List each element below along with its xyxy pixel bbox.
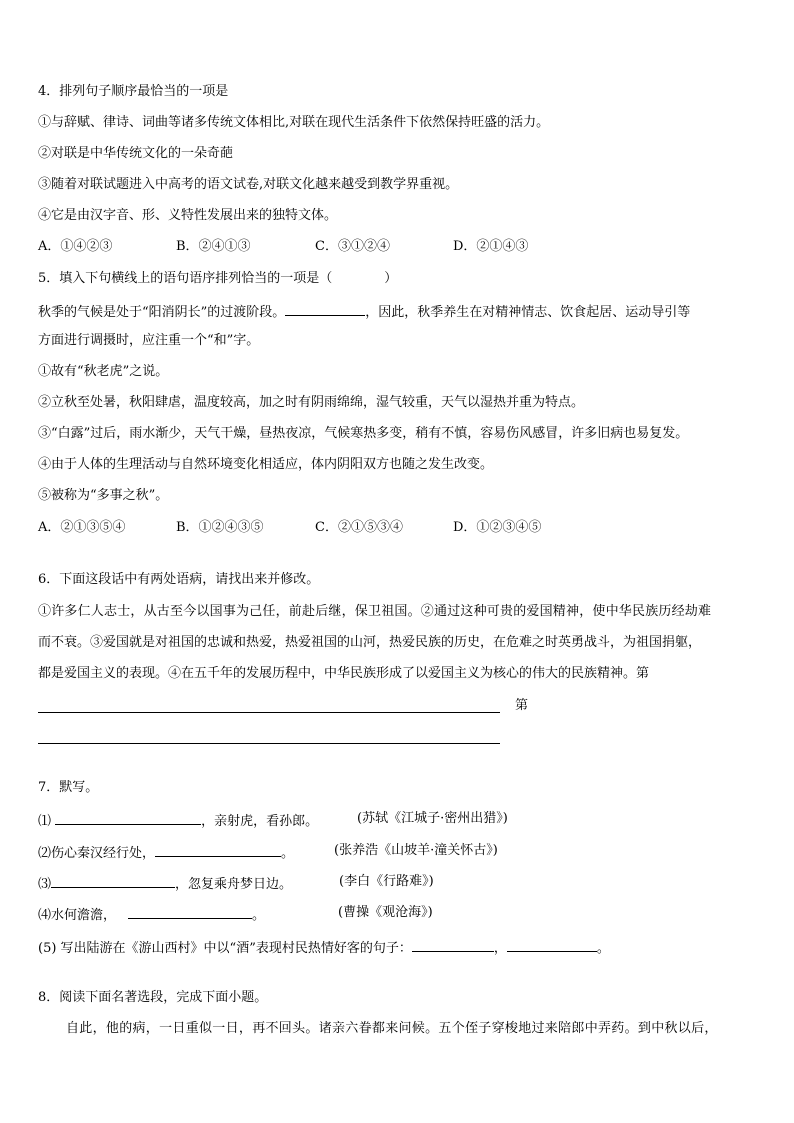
q5-title [38, 271, 397, 287]
q7-item-5-end: 。 [596, 941, 610, 956]
q5-title-close: ） [384, 271, 398, 286]
q7-item-3-num: ⑶ [38, 877, 52, 892]
q5-item-5: ⑤被称为“多事之秋”。 [38, 488, 169, 503]
q4-line-3: ③随着对联试题进入中高考的语文试卷,对联文化越来越受到教学界重视。 [38, 177, 459, 192]
q7-item-3-text: ，忽复乘舟梦日边。 [175, 877, 293, 892]
q7-item-2-source: (张养浩《山坡羊·潼关怀古》) [334, 843, 498, 858]
q5-item-4: ④由于人体的生理活动与自然环境变化相适应，体内阴阳双方也随之发生改变。 [38, 457, 494, 472]
q7-item-4-end: 。 [252, 908, 266, 923]
q4-line-2: ②对联是中华传统文化的一朵奇葩 [38, 146, 234, 161]
q7-item-1-num: ⑴ [38, 814, 52, 829]
q7-item-5-blank-2[interactable] [507, 938, 597, 952]
q5-stem-line-2: 方面进行调摄时，应注重一个“和”字。 [38, 333, 260, 348]
q7-item-5 [38, 938, 610, 957]
q5-option-c: C．②①⑤③④ [315, 520, 403, 535]
q7-item-1 [38, 811, 318, 830]
q6-para-line-1: ①许多仁人志士，从古至今以国事为己任，前赴后继，保卫祖国。②通过这种可贵的爱国精神，使中华民族历经劫难 [38, 604, 712, 619]
q5-stem-b: ，因此，秋季养生在对精神情志、饮食起居、运动导引等 [365, 305, 691, 320]
q7-item-4 [38, 905, 265, 924]
q6-answer-line-2[interactable] [38, 743, 500, 744]
q7-item-2-blank[interactable] [155, 843, 281, 857]
q5-option-b: B．①②④③⑤ [176, 520, 264, 535]
q7-item-5-mid: ， [493, 941, 507, 956]
q6-para-line-3: 都是爱国主义的表现。④在五千年的发展历程中，中华民族形成了以爱国主义为核心的伟大的民族精神。第 [38, 666, 650, 681]
q5-option-d: D．①②③④⑤ [453, 520, 542, 535]
q5-item-2: ②立秋至处暑，秋阳肆虐，温度较高，加之时有阴雨绵绵，湿气较重，天气以湿热并重为特点。 [38, 395, 585, 410]
q6-trail: 第 [515, 698, 529, 713]
q7-item-4-source: (曹操《观沧海》) [338, 905, 433, 920]
q4-line-4: ④它是由汉字音、形、义特性发展出来的独特文体。 [38, 208, 338, 223]
q7-item-5-blank-1[interactable] [412, 938, 494, 952]
q7-item-3 [38, 874, 292, 893]
q7-item-2-text: ⑵伤心秦汉经行处， [38, 846, 156, 861]
q4-title: 4．排列句子顺序最恰当的一项是 [38, 84, 229, 99]
q4-option-c: C．③①②④ [315, 239, 390, 254]
q5-title-text: 5．填入下句横线上的语句语序排列恰当的一项是（ [38, 271, 333, 286]
q5-item-3: ③“白露”过后，雨水渐少，天气干燥，昼热夜凉，气候寒热多变，稍有不慎，容易伤风感冒，许多旧病也易复发。 [38, 426, 689, 441]
q6-title: 6．下面这段话中有两处语病，请找出来并修改。 [38, 572, 320, 587]
q7-item-3-blank[interactable] [51, 874, 175, 888]
q4-option-b: B．②④①③ [176, 239, 251, 254]
q4-line-1: ①与辞赋、律诗、词曲等诸多传统文体相比,对联在现代生活条件下依然保持旺盛的活力。 [38, 115, 550, 130]
q7-title: 7．默写。 [38, 780, 99, 795]
q5-answer-blank[interactable] [285, 302, 365, 316]
q7-item-1-text: ，亲射虎，看孙郎。 [201, 814, 319, 829]
q7-item-2-end: 。 [281, 846, 295, 861]
q7-item-5-text: (5) 写出陆游在《游山西村》中以“酒”表现村民热情好客的句子： [38, 941, 412, 956]
q5-option-a: A．②①③⑤④ [38, 520, 126, 535]
q8-para-line-1: 自此，他的病，一日重似一日，再不回头。诸亲六眷都来问候。五个侄子穿梭地过来陪郎中弄药。到中秋以后， [66, 1021, 718, 1036]
q6-answer-line-1[interactable] [38, 712, 500, 713]
q8-title: 8．阅读下面名著选段，完成下面小题。 [38, 990, 268, 1005]
q7-item-3-source: (李白《行路难》) [339, 874, 434, 889]
q6-para-line-2: 而不衰。③爱国就是对祖国的忠诚和热爱，热爱祖国的山河，热爱民族的历史，在危难之时英勇战斗，为祖国捐躯， [38, 635, 702, 650]
q5-item-1: ①故有“秋老虎”之说。 [38, 364, 169, 379]
q7-item-2 [38, 843, 294, 862]
q5-stem-a: 秋季的气候是处于“阳消阴长”的过渡阶段。 [38, 305, 286, 320]
q7-item-1-blank[interactable] [55, 811, 201, 825]
q7-item-4-blank[interactable] [128, 905, 252, 919]
q4-option-d: D．②①④③ [453, 239, 529, 254]
q4-option-a: A．①④②③ [38, 239, 113, 254]
q7-item-1-source: (苏轼《江城子·密州出猎》) [357, 811, 508, 826]
q5-stem-line-1 [38, 302, 690, 321]
q7-item-4-text: ⑷水何澹澹， [38, 908, 117, 923]
